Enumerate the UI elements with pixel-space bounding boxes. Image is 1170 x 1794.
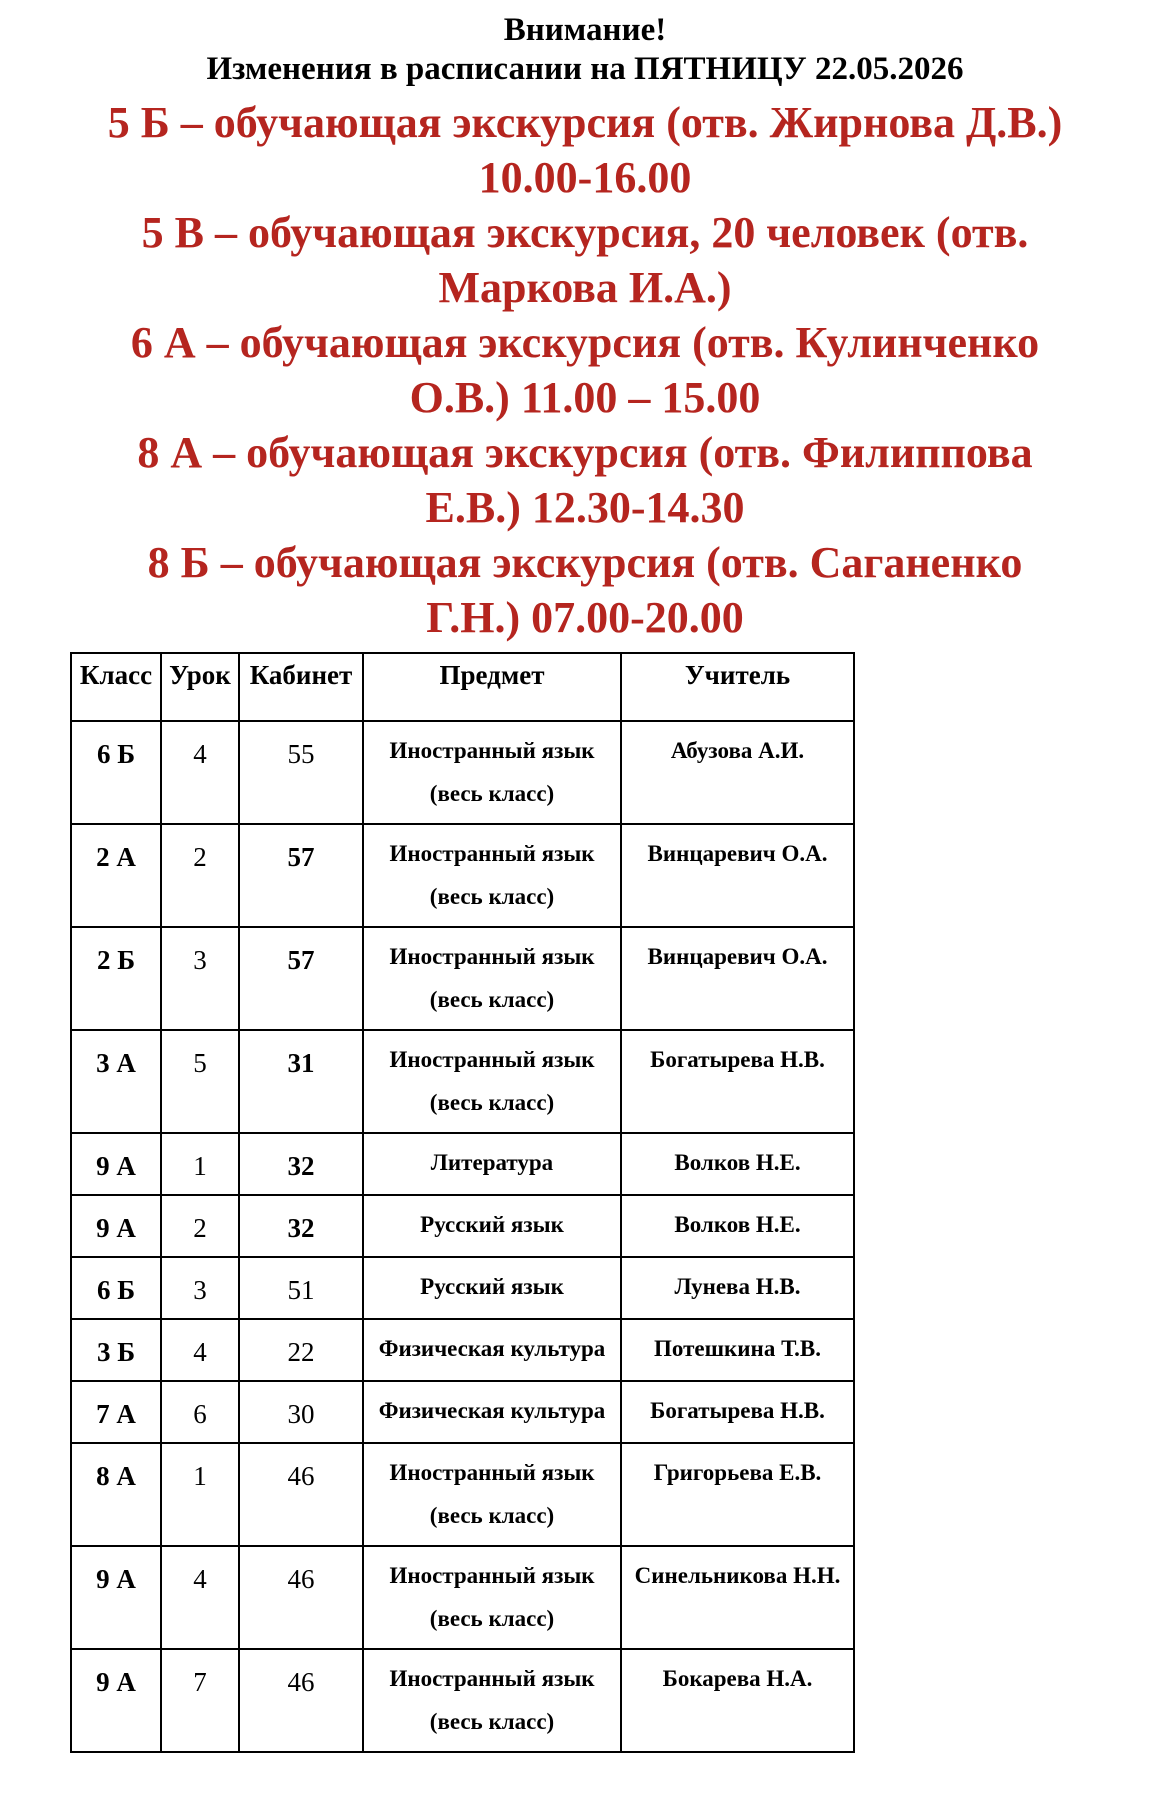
table-row [71,1649,854,1752]
subject-note: (весь класс) [429,987,555,1012]
header-room: Кабинет [239,653,363,721]
cell-class-text: 8 А [96,1461,136,1491]
subject-text: Иностранный язык [389,738,595,763]
notice-line: Маркова И.А.) [438,263,732,312]
subject-text: Иностранный язык [389,944,595,969]
cell-room-text: 51 [287,1275,315,1305]
header-subject: Предмет [363,653,621,721]
subject-text: Иностранный язык [389,1460,595,1485]
cell-class [71,1546,161,1649]
cell-subject [363,1381,621,1443]
subject-text: Литература [430,1150,554,1175]
cell-lesson-text: 3 [193,1275,207,1305]
cell-room-text: 31 [287,1048,315,1078]
notice-line: 5 В – обучающая экскурсия, 20 человек (отв. [141,208,1029,257]
cell-lesson [161,824,239,927]
cell-room-text: 57 [287,945,315,975]
cell-room-text: 46 [287,1667,315,1697]
cell-lesson [161,1649,239,1752]
cell-lesson-text: 5 [193,1048,207,1078]
cell-teacher [621,1030,854,1133]
table-row [71,1319,854,1381]
notice-item [45,535,1125,645]
schedule-table [70,652,855,1753]
table-body [71,721,854,1752]
cell-subject [363,1443,621,1546]
teacher-text: Волков Н.Е. [674,1212,801,1237]
cell-lesson-text: 1 [193,1151,207,1181]
cell-class-text: 6 Б [96,1275,136,1305]
header-class: Класс [71,653,161,721]
teacher-text: Григорьева Е.В. [653,1460,822,1485]
cell-room [239,721,363,824]
cell-class-text: 9 А [96,1564,136,1594]
subject-text: Физическая культура [378,1398,606,1423]
subject-text: Русский язык [420,1274,564,1299]
cell-teacher [621,927,854,1030]
cell-lesson [161,721,239,824]
cell-class [71,1381,161,1443]
page-title: Внимание! [503,12,667,48]
notice-line: 8 Б – обучающая экскурсия (отв. Саганенко [147,538,1023,587]
subject-text: Иностранный язык [389,1666,595,1691]
cell-subject [363,721,621,824]
cell-teacher [621,721,854,824]
cell-subject [363,1546,621,1649]
cell-lesson [161,1133,239,1195]
subject-text: Физическая культура [378,1336,606,1361]
subject-text: Русский язык [420,1212,564,1237]
header-teacher: Учитель [621,653,854,721]
table-row [71,927,854,1030]
cell-room-text: 32 [287,1151,315,1181]
notice-item [45,95,1125,205]
cell-lesson-text: 6 [193,1399,207,1429]
cell-lesson-text: 4 [193,739,207,769]
notice-line: 6 А – обучающая экскурсия (отв. Кулинченко [130,318,1040,367]
cell-lesson [161,1319,239,1381]
cell-room-text: 46 [287,1461,315,1491]
cell-room-text: 30 [287,1399,315,1429]
cell-subject [363,1319,621,1381]
cell-class [71,1319,161,1381]
cell-class [71,927,161,1030]
cell-room [239,1257,363,1319]
subject-text: Иностранный язык [389,841,595,866]
cell-teacher [621,1381,854,1443]
notice-item [45,425,1125,535]
cell-teacher [621,1257,854,1319]
table-row [71,1546,854,1649]
cell-room-text: 57 [287,842,315,872]
cell-class-text: 3 А [96,1048,136,1078]
subject-note: (весь класс) [429,1090,555,1115]
header-lesson: Урок [161,653,239,721]
cell-teacher [621,1443,854,1546]
teacher-text: Богатырева Н.В. [650,1398,825,1423]
cell-room [239,824,363,927]
teacher-text: Богатырева Н.В. [650,1047,825,1072]
notice-item [45,315,1125,425]
cell-room-text: 22 [287,1337,315,1367]
cell-subject [363,1133,621,1195]
cell-room-text: 32 [287,1213,315,1243]
table-row [71,824,854,927]
teacher-text: Винцаревич О.А. [647,841,828,866]
cell-class-text: 2 Б [96,945,136,975]
cell-subject [363,1257,621,1319]
table-row [71,1195,854,1257]
table-row [71,1381,854,1443]
subject-note: (весь класс) [429,1503,555,1528]
table-row [71,1030,854,1133]
cell-room [239,1546,363,1649]
notice-line: 10.00-16.00 [478,153,692,202]
cell-room-text: 55 [287,739,315,769]
cell-teacher [621,1133,854,1195]
subject-note: (весь класс) [429,884,555,909]
teacher-text: Лунева Н.В. [674,1274,801,1299]
table-row [71,1257,854,1319]
cell-room [239,927,363,1030]
cell-subject [363,1030,621,1133]
cell-lesson-text: 3 [193,945,207,975]
notice-line: О.В.) 11.00 – 15.00 [409,373,761,422]
cell-teacher [621,1319,854,1381]
page-subtitle: Изменения в расписании на ПЯТНИЦУ 22.05.2026 [206,51,964,87]
cell-class-text: 2 А [96,842,136,872]
cell-lesson [161,1443,239,1546]
cell-class [71,1030,161,1133]
subject-note: (весь класс) [429,1606,555,1631]
cell-subject [363,1649,621,1752]
subject-text: Иностранный язык [389,1563,595,1588]
subject-note: (весь класс) [429,781,555,806]
cell-lesson-text: 4 [193,1564,207,1594]
notice-line: Г.Н.) 07.00-20.00 [426,593,744,642]
cell-teacher [621,1195,854,1257]
table-row [71,1443,854,1546]
table-row [71,721,854,824]
notices-list [0,95,1170,645]
cell-teacher [621,1546,854,1649]
cell-class-text: 6 Б [96,739,136,769]
cell-subject [363,1195,621,1257]
cell-class [71,1649,161,1752]
cell-room [239,1649,363,1752]
cell-lesson [161,1381,239,1443]
cell-teacher [621,1649,854,1752]
cell-subject [363,824,621,927]
header [0,0,1170,645]
cell-room [239,1319,363,1381]
cell-room-text: 46 [287,1564,315,1594]
cell-class-text: 9 А [96,1151,136,1181]
cell-teacher [621,824,854,927]
cell-lesson-text: 4 [193,1337,207,1367]
teacher-text: Волков Н.Е. [674,1150,801,1175]
cell-class-text: 7 А [96,1399,136,1429]
cell-class [71,1257,161,1319]
cell-lesson-text: 2 [193,1213,207,1243]
cell-class-text: 3 Б [96,1337,136,1367]
teacher-text: Синельникова Н.Н. [634,1563,841,1588]
teacher-text: Бокарева Н.А. [662,1666,813,1691]
cell-room [239,1381,363,1443]
cell-room [239,1030,363,1133]
cell-lesson [161,1257,239,1319]
cell-lesson [161,1546,239,1649]
cell-lesson [161,927,239,1030]
cell-lesson-text: 7 [193,1667,207,1697]
cell-class [71,1195,161,1257]
cell-room [239,1195,363,1257]
notice-line: Е.В.) 12.30-14.30 [425,483,745,532]
subject-text: Иностранный язык [389,1047,595,1072]
notice-item [45,205,1125,315]
cell-lesson [161,1195,239,1257]
subject-note: (весь класс) [429,1709,555,1734]
table-header-row [71,653,854,721]
cell-class-text: 9 А [96,1667,136,1697]
cell-room [239,1443,363,1546]
notice-line: 5 Б – обучающая экскурсия (отв. Жирнова Д.В.) [107,98,1063,147]
teacher-text: Винцаревич О.А. [647,944,828,969]
cell-subject [363,927,621,1030]
cell-room [239,1133,363,1195]
teacher-text: Потешкина Т.В. [654,1336,821,1361]
table-row [71,1133,854,1195]
cell-lesson [161,1030,239,1133]
cell-class [71,1443,161,1546]
cell-class [71,721,161,824]
notice-line: 8 А – обучающая экскурсия (отв. Филиппова [137,428,1033,477]
cell-class [71,1133,161,1195]
cell-class [71,824,161,927]
teacher-text: Абузова А.И. [670,738,805,763]
cell-lesson-text: 2 [193,842,207,872]
cell-class-text: 9 А [96,1213,136,1243]
cell-lesson-text: 1 [193,1461,207,1491]
